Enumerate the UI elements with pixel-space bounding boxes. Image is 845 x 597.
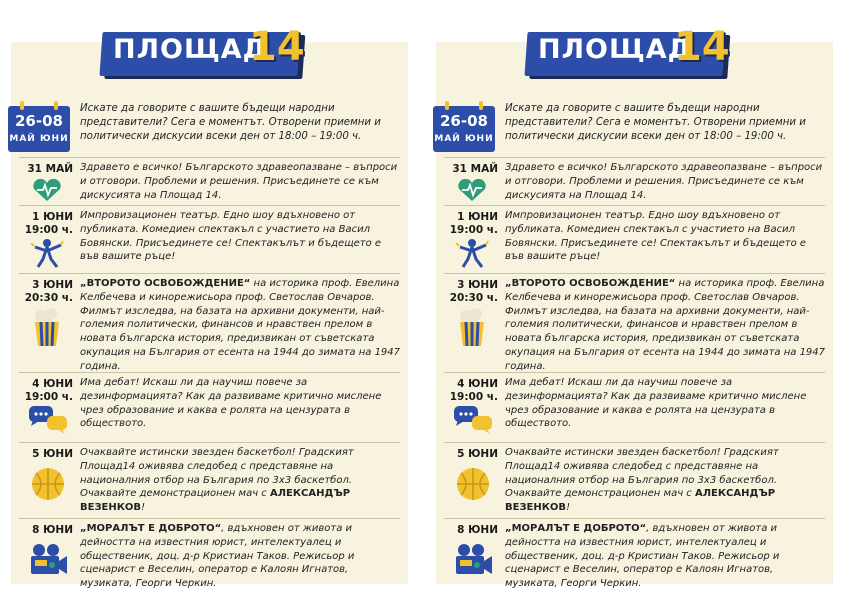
event-row: 5 ЮНИ Очаквайте истински звезден баскетбол! Градският Площад14 оживява следобед с представяне на националния отбор на България по 3x3 баскетбол. Очаквайте демонстрационен мач с АЛЕКСАНДЪР ВЕЗЕНКОВ! [11,442,408,517]
calendar-months: МАЙ ЮНИ [9,134,69,144]
theater-performer-icon [21,237,73,269]
popcorn-icon [21,308,73,348]
event-row: 8 ЮНИ „МОРАЛЪТ Е ДОБРОТО“, вдъхновен от живота и дейността на известния юрист, интелектуалец и общественик, доц. д-р Кристиан Таков. Режисьор и сценарист е Веселин, оператор е Калоян Игнатов, музиката, Георги Черкин. [436,518,833,582]
calendar-months: МАЙ ЮНИ [434,134,494,144]
basketball-icon [446,466,498,502]
event-row: 3 ЮНИ 20:30 ч. „ВТОРОТО ОСВОБОЖДЕНИЕ“ на историка проф. Евелина Келбечева и кинорежисьора проф. Светослав Овчаров. Филмът изследва, на базата на архивни документи, най-големия политически, финансов и нравствен прелом в новата българска история, предизвикан от съветската окупация на България от есента на 1944 до зимата на 1947 година. [436,273,833,365]
event-row: 4 ЮНИ 19:00 ч. Има дебат! Искаш ли да научиш повече за дезинформацията? Как да развиваме критично мислене чрез образование и каква е ролята на цензурата в обществото. [436,372,833,437]
event-row: 1 ЮНИ 19:00 ч. Импровизационен театър. Едно шоу вдъхновено от публиката. Комедиен спектакъл с участието на Васил Бовянски. Присъединете се! Спектакълът и бъдещето е във вашите ръце! [436,205,833,270]
intro-text: Искате да говорите с вашите бъдещи народни представители? Сега е моментът. Отворени приемни и политически дискусии всеки ден от 18:00 – 19:00 ч. [80,103,381,142]
popcorn-icon [446,308,498,348]
calendar-date: 26-08 [440,112,488,130]
calendar-date: 26-08 [15,112,63,130]
speech-bubbles-icon [21,404,73,436]
calendar-icon [433,106,495,152]
event-row: 1 ЮНИ 19:00 ч. Импровизационен театър. Едно шоу вдъхновено от публиката. Комедиен спектакъл с участието на Васил Бовянски. Присъединете се! Спектакълът и бъдещето е във вашите ръце! [11,205,408,270]
plosthad-14-logo: ПЛОЩАД 14 [101,28,306,78]
event-row: 31 МАЙ Здравето е всичко! Българското здравеопазване – въпроси и отговори. Проблеми и решения. Присъединете се към дискусията на Площад 14. [11,157,408,199]
speech-bubbles-icon [446,404,498,436]
event-row: 8 ЮНИ „МОРАЛЪТ Е ДОБРОТО“, вдъхновен от живота и дейността на известния юрист, интелектуалец и общественик, доц. д-р Кристиан Таков. Режисьор и сценарист е Веселин, оператор е Калоян Игнатов, музиката, Георги Черкин. [11,518,408,582]
event-row: 3 ЮНИ 20:30 ч. „ВТОРОТО ОСВОБОЖДЕНИЕ“ на историка проф. Евелина Келбечева и кинорежисьора проф. Светослав Овчаров. Филмът изследва, на базата на архивни документи, най-големия политически, финансов и нравствен прелом в новата българска история, предизвикан от съветската окупация на България от есента на 1944 до зимата на 1947 година. [11,273,408,365]
program-panel-right [434,24,833,590]
film-camera-icon [21,542,73,578]
event-row: 4 ЮНИ 19:00 ч. Има дебат! Искаш ли да научиш повече за дезинформацията? Как да развиваме критично мислене чрез образование и каква е ролята на цензурата в обществото. [11,372,408,437]
plosthad-14-logo: ПЛОЩАД 14 [526,28,731,78]
event-row: 31 МАЙ Здравето е всичко! Българското здравеопазване – въпроси и отговори. Проблеми и решения. Присъединете се към дискусията на Площад 14. [436,157,833,199]
intro-text: Искате да говорите с вашите бъдещи народни представители? Сега е моментът. Отворени приемни и политически дискусии всеки ден от 18:00 – 19:00 ч. [505,103,806,142]
event-row: 5 ЮНИ Очаквайте истински звезден баскетбол! Градският Площад14 оживява следобед с представяне на националния отбор на България по 3x3 баскетбол. Очаквайте демонстрационен мач с АЛЕКСАНДЪР ВЕЗЕНКОВ! [436,442,833,517]
film-camera-icon [446,542,498,578]
basketball-icon [21,466,73,502]
theater-performer-icon [446,237,498,269]
program-panel-left [9,24,408,590]
calendar-icon [8,106,70,152]
